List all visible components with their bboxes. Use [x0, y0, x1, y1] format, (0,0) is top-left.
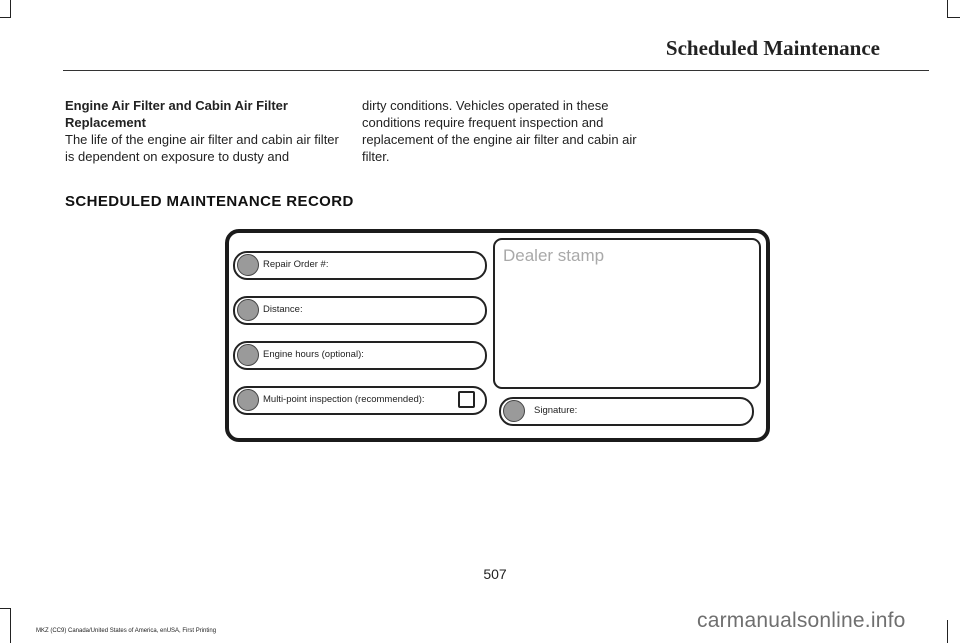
body-text-right: dirty conditions. Vehicles operated in these conditions require frequent inspection and replacement of the engine air filter and cabin air filter.: [362, 98, 637, 164]
engine-hours-label: Engine hours (optional):: [263, 349, 364, 360]
crop-mark-bottom-right-v: [947, 620, 948, 643]
body-text-left: The life of the engine air filter and cabin air filter is dependent on exposure to dusty and: [65, 132, 339, 164]
repair-order-label: Repair Order #:: [263, 259, 329, 270]
multi-point-inspection-field[interactable]: [233, 386, 487, 415]
dealer-stamp-box: [493, 238, 761, 389]
right-column: [362, 97, 637, 165]
crop-mark-top-left-h: [0, 17, 11, 18]
section-title: SCHEDULED MAINTENANCE RECORD: [65, 193, 354, 210]
crop-mark-bottom-left-v: [10, 608, 11, 643]
distance-field[interactable]: [233, 296, 487, 325]
bullet-circle-icon: [237, 389, 259, 411]
footer-text: MKZ (CC9) Canada/United States of America, enUSA, First Printing: [36, 628, 217, 634]
signature-field[interactable]: [499, 397, 754, 426]
distance-label: Distance:: [263, 304, 303, 315]
bullet-circle-icon: [503, 400, 525, 422]
page-title: Scheduled Maintenance: [665, 36, 880, 60]
subheading: Engine Air Filter and Cabin Air Filter Replacement: [65, 98, 288, 130]
bullet-circle-icon: [237, 299, 259, 321]
engine-hours-field[interactable]: [233, 341, 487, 370]
crop-mark-top-right-h: [947, 17, 960, 18]
watermark: carmanualsonline.info: [697, 609, 906, 632]
bullet-circle-icon: [237, 254, 259, 276]
multi-point-inspection-label: Multi-point inspection (recommended):: [263, 394, 425, 405]
dealer-stamp-label: Dealer stamp: [503, 246, 605, 265]
crop-mark-top-left-v: [10, 0, 11, 18]
inspection-checkbox[interactable]: [458, 391, 475, 408]
page-number: 507: [483, 566, 507, 582]
bullet-circle-icon: [237, 344, 259, 366]
repair-order-field[interactable]: [233, 251, 487, 280]
crop-mark-bottom-left-h: [0, 608, 11, 609]
signature-label: Signature:: [534, 405, 578, 416]
left-column: [65, 97, 340, 165]
header-divider: [63, 70, 929, 71]
crop-mark-top-right-v: [947, 0, 948, 18]
